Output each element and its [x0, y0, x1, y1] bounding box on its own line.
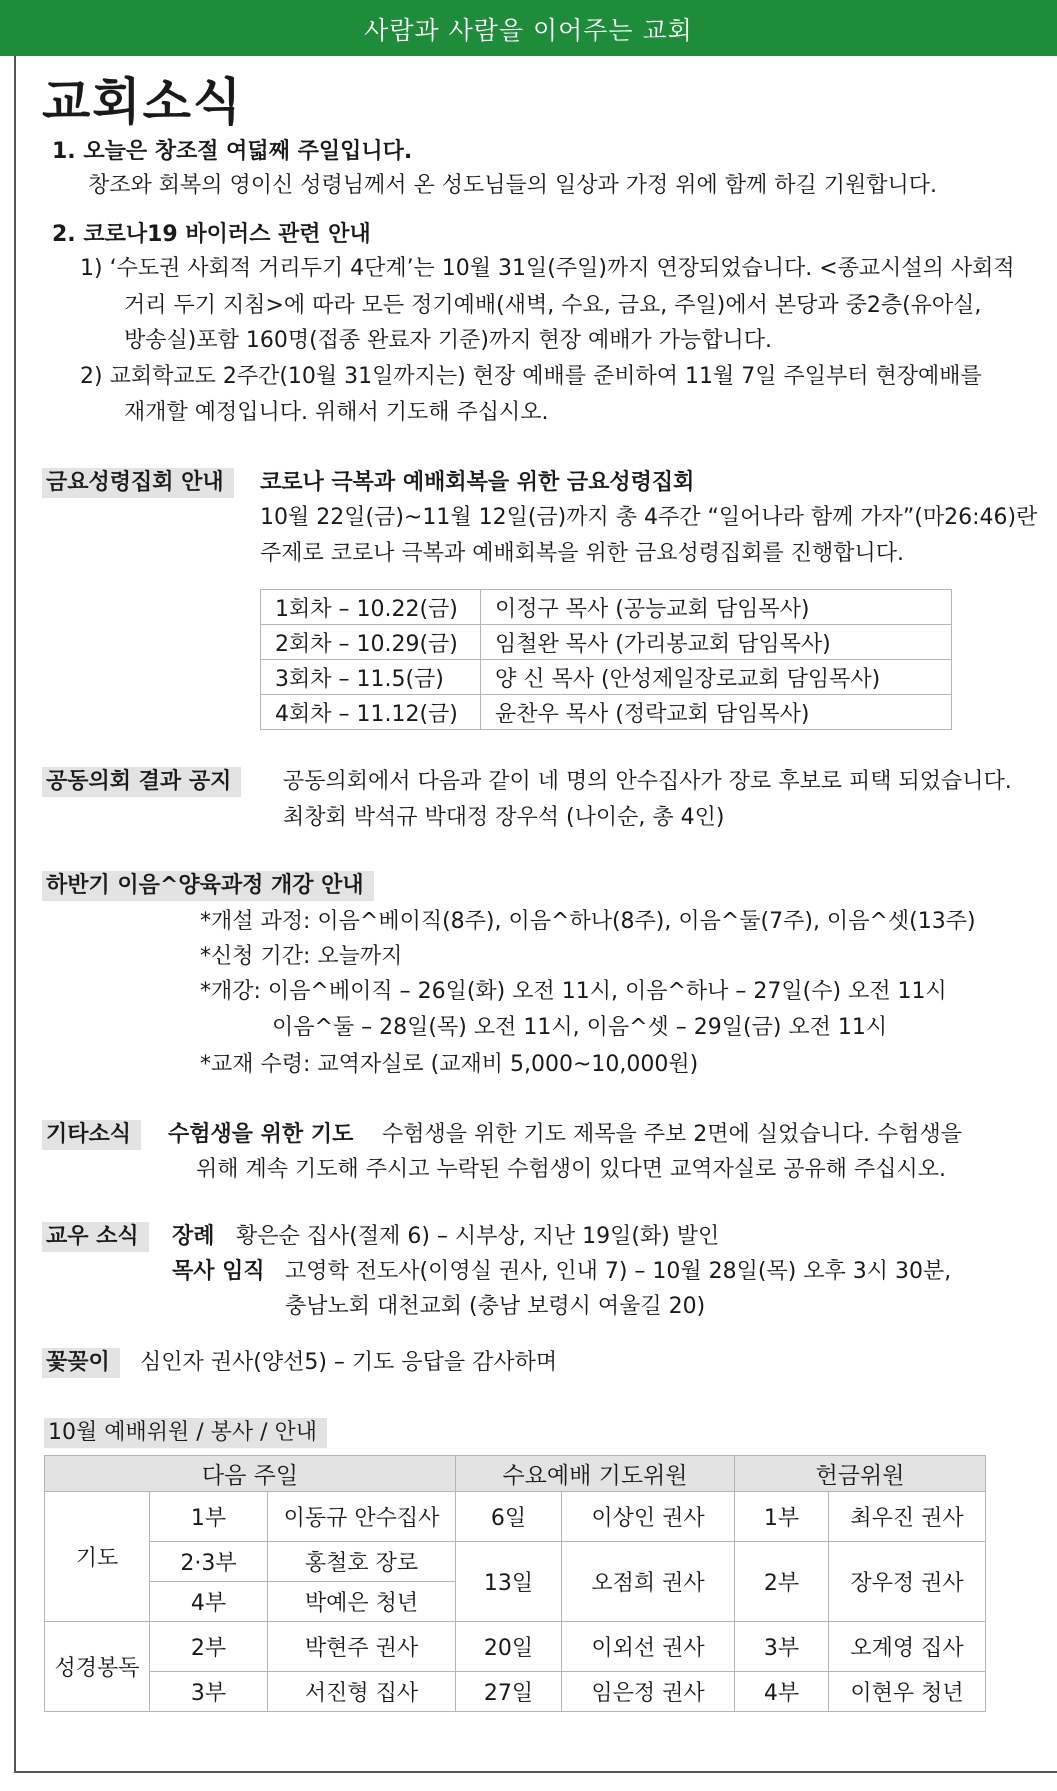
news2-p1-line2: 거리 두기 지침>에 따라 모든 정기예배(새벽, 수요, 금요, 주일)에서 본당과 중2층(유아실,: [124, 293, 982, 318]
course-line1: *개설 과정: 이음^베이직(8주), 이음^하나(8주), 이음^둘(7주), 이음^셋(13주): [200, 909, 976, 934]
install-line1: 고영학 전도사(이영실 권사, 인내 7) – 10월 28일(목) 오후 3시 30분,: [285, 1259, 952, 1284]
table-row: [261, 590, 952, 625]
bible-reading-label: 성경봉독: [45, 1622, 150, 1712]
next-part: 1부: [150, 1492, 268, 1542]
table-row: [261, 660, 952, 695]
table-row: [261, 625, 952, 660]
flowers-tag: 꽃꽂이: [42, 1348, 120, 1378]
council-tag: 공동의회 결과 공지: [42, 767, 241, 797]
table-row: [45, 1542, 986, 1582]
next-part: 4부: [150, 1582, 268, 1622]
offer-part: 4부: [735, 1672, 829, 1712]
funeral-label: 장례: [172, 1224, 215, 1249]
council-line1: 공동의회에서 다음과 같이 네 명의 안수집사가 장로 후보로 피택 되었습니다.: [283, 769, 1012, 794]
next-name: 이동규 안수집사: [268, 1492, 456, 1542]
offer-name: 오계영 집사: [829, 1622, 986, 1672]
offering-header: 헌금위원: [735, 1456, 986, 1492]
flowers-text: 심인자 권사(양선5) – 기도 응답을 감사하며: [140, 1350, 558, 1375]
offer-name: 최우진 권사: [829, 1492, 986, 1542]
speaker-cell: 윤찬우 목사 (정락교회 담임목사): [481, 695, 952, 730]
next-name: 박현주 권사: [268, 1622, 456, 1672]
install-label: 목사 임직: [172, 1259, 265, 1284]
friday-schedule-table: [260, 589, 952, 730]
friday-headline: 코로나 극복과 예배회복을 위한 금요성령집회: [260, 470, 695, 495]
next-name: 박예은 청년: [268, 1582, 456, 1622]
header-banner: 사람과 사람을 이어주는 교회: [0, 0, 1057, 56]
wed-day: 6일: [456, 1492, 562, 1542]
wed-name: 오점희 권사: [562, 1542, 735, 1622]
course-line5: *교재 수령: 교역자실로 (교재비 5,000~10,000원): [200, 1052, 699, 1077]
other-line1: 수험생을 위한 기도 제목을 주보 2면에 실었습니다. 수험생을: [382, 1122, 962, 1147]
table-row: [261, 695, 952, 730]
news2-p1-line3: 방송실)포함 160명(접종 완료자 기준)까지 현장 예배가 가능합니다.: [124, 328, 772, 353]
prayer-label: 기도: [45, 1492, 150, 1622]
wednesday-prayer-header: 수요예배 기도위원: [456, 1456, 735, 1492]
table-row: [45, 1622, 986, 1672]
other-line2: 위해 계속 기도해 주시고 누락된 수험생이 있다면 교역자실로 공유해 주십시오.: [196, 1157, 946, 1182]
session-cell: 4회차 – 11.12(금): [261, 695, 481, 730]
news2-heading: 2. 코로나19 바이러스 관련 안내: [52, 222, 371, 247]
friday-line2: 주제로 코로나 극복과 예배회복을 위한 금요성령집회를 진행합니다.: [260, 541, 905, 566]
members-tag: 교우 소식: [42, 1222, 149, 1252]
next-name: 서진형 집사: [268, 1672, 456, 1712]
offer-name: 장우정 권사: [829, 1542, 986, 1622]
wed-day: 20일: [456, 1622, 562, 1672]
friday-line1: 10월 22일(금)~11월 12일(금)까지 총 4주간 “일어나라 함께 가자”(마26:46)란: [260, 505, 1038, 530]
news1-heading: 1. 오늘은 창조절 여덟째 주일입니다.: [52, 139, 413, 164]
news1-body: 창조와 회복의 영이신 성령님께서 온 성도님들의 일상과 가정 위에 함께 하길 기원합니다.: [88, 173, 937, 198]
wed-day: 27일: [456, 1672, 562, 1712]
course-tag: 하반기 이음^양육과정 개강 안내: [42, 871, 374, 901]
speaker-cell: 양 신 목사 (안성제일장로교회 담임목사): [481, 660, 952, 695]
wed-name: 임은정 권사: [562, 1672, 735, 1712]
next-part: 2·3부: [150, 1542, 268, 1582]
news2-p1-line1: 1) ‘수도권 사회적 거리두기 4단계’는 10월 31일(주일)까지 연장되었습니다. <종교시설의 사회적: [80, 256, 1015, 281]
speaker-cell: 임철완 목사 (가리봉교회 담임목사): [481, 625, 952, 660]
next-sunday-header: 다음 주일: [45, 1456, 456, 1492]
roster-tag: 10월 예배위원 / 봉사 / 안내: [44, 1418, 327, 1448]
wed-day: 13일: [456, 1542, 562, 1622]
other-headline: 수험생을 위한 기도: [168, 1122, 354, 1147]
next-part: 2부: [150, 1622, 268, 1672]
course-line3: *개강: 이음^베이직 – 26일(화) 오전 11시, 이음^하나 – 27일(수) 오전 11시: [200, 979, 947, 1004]
table-row: [45, 1672, 986, 1712]
next-part: 3부: [150, 1672, 268, 1712]
page-title: 교회소식: [42, 72, 244, 131]
speaker-cell: 이정구 목사 (공능교회 담임목사): [481, 590, 952, 625]
offer-part: 3부: [735, 1622, 829, 1672]
council-line2: 최창회 박석규 박대정 장우석 (나이순, 총 4인): [283, 805, 725, 830]
news2-p2-line1: 2) 교회학교도 2주간(10월 31일까지는) 현장 예배를 준비하여 11월 7일 주일부터 현장예배를: [80, 364, 982, 389]
session-cell: 1회차 – 10.22(금): [261, 590, 481, 625]
session-cell: 3회차 – 11.5(금): [261, 660, 481, 695]
next-name: 홍철호 장로: [268, 1542, 456, 1582]
offer-part: 1부: [735, 1492, 829, 1542]
session-cell: 2회차 – 10.29(금): [261, 625, 481, 660]
offer-name: 이현우 청년: [829, 1672, 986, 1712]
course-line4: 이음^둘 – 28일(목) 오전 11시, 이음^셋 – 29일(금) 오전 11시: [272, 1015, 888, 1040]
news2-p2-line2: 재개할 예정입니다. 위해서 기도해 주십시오.: [124, 400, 549, 425]
install-line2: 충남노회 대천교회 (충남 보령시 여울길 20): [285, 1294, 706, 1319]
other-tag: 기타소식: [42, 1120, 141, 1150]
friday-tag: 금요성령집회 안내: [42, 468, 234, 498]
wed-name: 이외선 권사: [562, 1622, 735, 1672]
frame-bottom-border: [14, 1771, 1057, 1773]
table-header-row: [45, 1456, 986, 1492]
roster-table: [44, 1455, 986, 1712]
frame-left-border: [14, 56, 16, 1773]
course-line2: *신청 기간: 오늘까지: [200, 944, 403, 969]
funeral-text: 황은순 집사(절제 6) – 시부상, 지난 19일(화) 발인: [236, 1224, 720, 1249]
offer-part: 2부: [735, 1542, 829, 1622]
wed-name: 이상인 권사: [562, 1492, 735, 1542]
table-row: [45, 1492, 986, 1542]
